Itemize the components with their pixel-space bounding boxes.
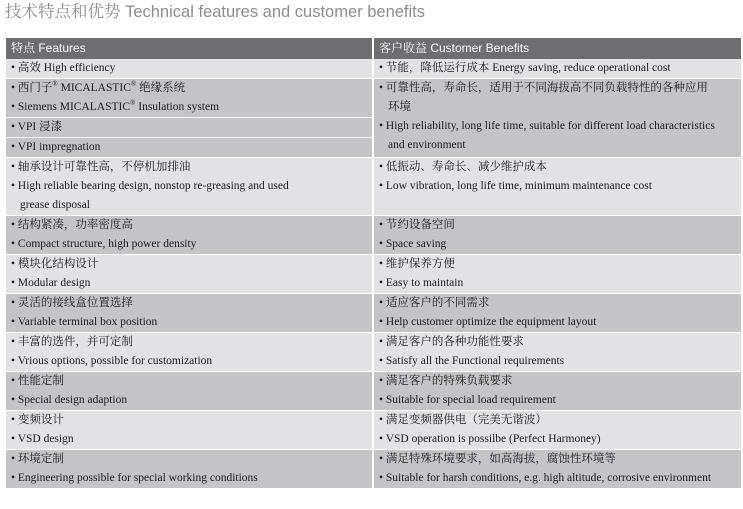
- features-table: [6, 38, 741, 489]
- features-cell: [6, 411, 373, 450]
- benefits-cell: [373, 333, 741, 372]
- benefit-line: • 满足变频器供电（完美无谐波）: [379, 414, 547, 426]
- table-row: [6, 158, 741, 216]
- benefit-line: • 满足客户的特殊负载要求: [379, 375, 513, 387]
- table-row: [6, 372, 741, 411]
- benefit-line: • Suitable for harsh conditions, e.g. high altitude, corrosive environment: [379, 472, 712, 484]
- features-cell: [6, 333, 373, 372]
- feature-line: • VPI 浸漆: [6, 117, 372, 137]
- benefit-line: • 适应客户的不同需求: [379, 297, 490, 309]
- table-row: [6, 79, 741, 158]
- feature-line: • 性能定制: [11, 375, 64, 387]
- features-cell: [6, 450, 373, 489]
- feature-line: • 环境定制: [11, 453, 64, 465]
- feature-line: • 西门子® MICALASTIC® 绝缘系统: [11, 80, 186, 94]
- table-row: [6, 294, 741, 333]
- benefits-cell: [373, 294, 741, 333]
- feature-line: • VPI impregnation: [6, 137, 372, 157]
- benefit-line: • 可靠性高，寿命长，适用于不同海拔高不同负载特性的各种应用: [379, 82, 708, 94]
- feature-line: grease disposal: [20, 199, 90, 211]
- feature-line: • 模块化结构设计: [11, 258, 99, 270]
- feature-line: • 灵活的接线盒位置选择: [11, 297, 133, 309]
- table-row: [6, 411, 741, 450]
- table-row: [6, 333, 741, 372]
- benefit-line: 环境: [388, 101, 411, 113]
- benefits-cell: [373, 450, 741, 489]
- benefit-line: • VSD operation is possilbe (Perfect Harmoney): [379, 433, 601, 445]
- benefits-cell: [373, 372, 741, 411]
- benefit-line: • 满足特殊环境要求，如高海拔，腐蚀性环境等: [379, 453, 616, 465]
- feature-line: • Engineering possible for special working conditions: [11, 472, 258, 484]
- benefit-line: • Help customer optimize the equipment layout: [379, 316, 597, 328]
- feature-line: • Variable terminal box position: [11, 316, 158, 328]
- features-cell: [6, 216, 373, 255]
- feature-line: • Vrious options, possible for customization: [11, 355, 213, 367]
- benefit-line: and environment: [388, 139, 466, 151]
- feature-line: • VSD design: [11, 433, 74, 445]
- benefits-cell: [373, 59, 741, 79]
- table-row: [6, 255, 741, 294]
- feature-line: • Compact structure, high power density: [11, 238, 197, 250]
- benefit-line: • 节约设备空间: [379, 219, 455, 231]
- table-header-row: [6, 38, 741, 59]
- benefit-line: • 低振动、寿命长、减少维护成本: [379, 161, 547, 173]
- feature-line: • Siemens MICALASTIC® Insulation system: [11, 99, 220, 113]
- page-title: 技术特点和优势 Technical features and customer benefits: [5, 3, 426, 21]
- benefit-line: • Easy to maintain: [379, 277, 464, 289]
- benefit-line: • Suitable for special load requirement: [379, 394, 556, 406]
- benefit-line: • 节能，降低运行成本 Energy saving, reduce operational cost: [379, 62, 671, 74]
- benefit-line: • Satisfy all the Functional requirements: [379, 355, 565, 367]
- feature-line: • Special design adaption: [11, 394, 128, 406]
- feature-line: • 变频设计: [11, 414, 64, 426]
- features-cell: [6, 294, 373, 333]
- feature-line: • 高效 High efficiency: [11, 62, 116, 74]
- table-row: [6, 450, 741, 489]
- features-cell: [6, 158, 373, 216]
- benefit-line: • 满足客户的各种功能性要求: [379, 336, 524, 348]
- benefit-line: • Low vibration, long life time, minimum maintenance cost: [379, 180, 652, 192]
- benefit-line: • 维护保养方便: [379, 258, 455, 270]
- feature-line: • 结构紧凑，功率密度高: [11, 219, 133, 231]
- feature-line: • 轴承设计可靠性高，不停机加排油: [11, 161, 191, 173]
- feature-line: • Modular design: [11, 277, 91, 289]
- table-row: [6, 216, 741, 255]
- table-row: [6, 59, 741, 79]
- benefits-cell: [373, 255, 741, 294]
- benefits-cell: [373, 79, 741, 158]
- features-column-header: 特点 Features: [6, 38, 373, 59]
- benefits-cell: [373, 216, 741, 255]
- feature-line: • High reliable bearing design, nonstop re-greasing and used: [11, 180, 289, 192]
- benefits-cell: [373, 158, 741, 216]
- benefit-line: • Space saving: [379, 238, 447, 250]
- benefits-column-header: 客户收益 Customer Benefits: [373, 38, 741, 59]
- features-cell: [6, 79, 373, 158]
- benefits-cell: [373, 411, 741, 450]
- feature-line: • 丰富的选件，并可定制: [11, 336, 133, 348]
- features-cell: [6, 372, 373, 411]
- benefit-line: • High reliability, long life time, suitable for different load characteristics: [379, 120, 715, 132]
- features-cell: [6, 255, 373, 294]
- features-cell: [6, 59, 373, 79]
